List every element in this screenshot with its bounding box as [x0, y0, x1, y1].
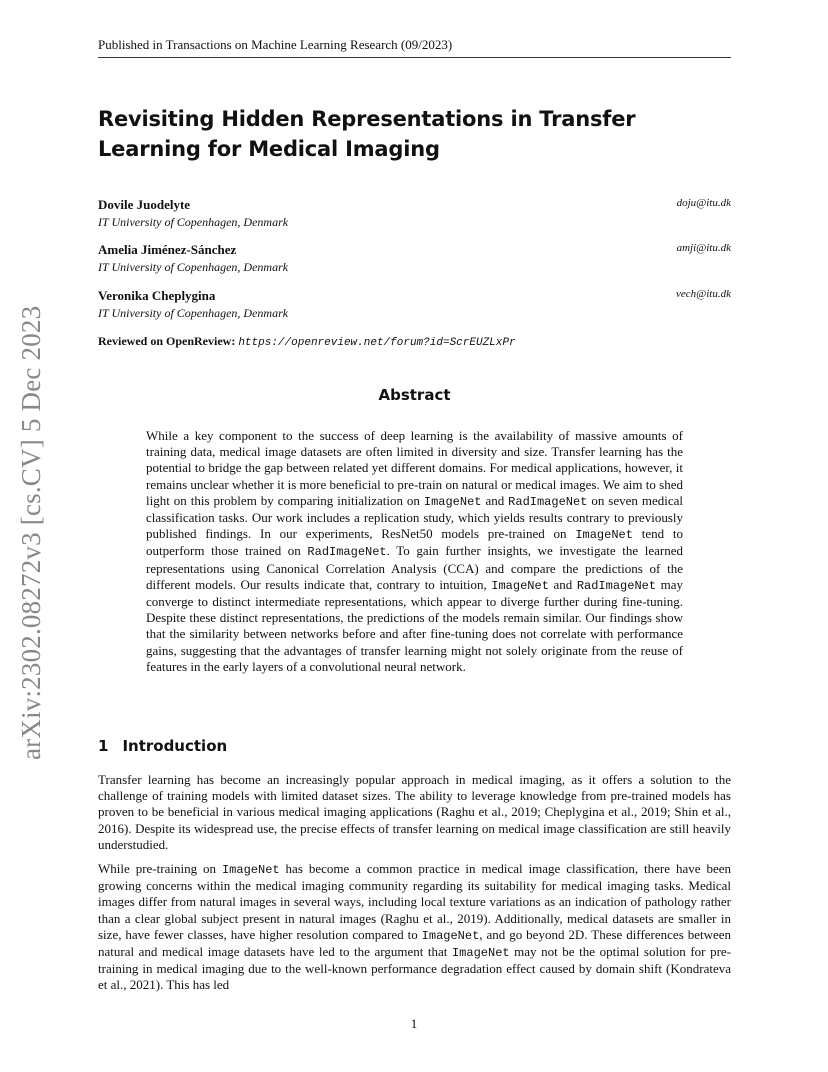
author-email[interactable]: vech@itu.dk	[675, 288, 731, 300]
running-header: Published in Transactions on Machine Learning Research (09/2023)	[98, 37, 731, 58]
dataset-name: ImageNet	[451, 946, 510, 961]
abstract-text-run: may converge to distinct intermediate representations, which appear to diverge further during fine-tuning. Despite these distinct representations, the predictions of the models remain similar. Our findings show that the similarity between networks before and after fine-tuning does not correlate with performance gains, suggesting that the advantages of transfer learning might not solely originate from the reuse of features in the early layers of a convolutional neural network.	[146, 576, 684, 674]
dataset-name: RadImageNet	[576, 578, 657, 593]
abstract-heading: Abstract	[378, 386, 451, 404]
dataset-name: ImageNet	[421, 928, 480, 943]
author-affiliation: IT University of Copenhagen, Denmark	[98, 215, 289, 229]
body-text-run: , and go beyond 2D. These differences between natural and medical image datasets have led to the argument that	[98, 926, 732, 960]
author-email[interactable]: doju@itu.dk	[676, 197, 731, 209]
author-name: Dovile Juodelyte	[98, 197, 191, 212]
section-heading	[98, 737, 227, 755]
body-text-run: may not be the optimal solution for pre-training in medical imaging due to the well-known performance degradation effect caused by domain shift (Kondrateva et al., 2021). This has led	[98, 944, 732, 993]
section-number: 1	[98, 737, 109, 755]
dataset-name: ImageNet	[575, 528, 633, 543]
abstract-text-run: While a key component to the success of deep learning is the availability of massive amounts of training data, medical image datasets are often limited in diversity and size. Transfer learning has the potential to bridge the gap between related yet different domains. For medical applications, however, it remains unclear whether it is more beneficial to pre-train on natural or medical images. We aim to shed light on this problem by comparing initialization on	[146, 428, 683, 508]
author-block	[98, 197, 731, 230]
section-title: Introduction	[122, 737, 228, 755]
dataset-name: ImageNet	[491, 578, 549, 593]
author-block	[98, 288, 731, 321]
dataset-name: RadImageNet	[508, 494, 588, 509]
dataset-name: ImageNet	[221, 863, 280, 877]
body-text-run: has become a common practice in medical image classification, there have been growing concerns within the medical imaging community regarding its suitability for medical imaging tasks. Medical images differ from natural images in several ways, including local texture variations as an indication of pathology rather than a clear global subject present in natural images (Raghu et al., 2019). Additionally, medical datasets are smaller in size, have fewer classes, have higher resolution compared to	[98, 861, 732, 942]
abstract-text-run: and	[553, 576, 573, 592]
abstract-text-run: tend to outperform those trained on	[146, 526, 684, 559]
dataset-name: ImageNet	[423, 494, 482, 509]
author-email[interactable]: amji@itu.dk	[676, 242, 731, 254]
review-label: Reviewed on OpenReview:	[98, 334, 236, 348]
author-affiliation: IT University of Copenhagen, Denmark	[98, 260, 289, 274]
abstract-text-run: and	[485, 492, 505, 508]
author-affiliation: IT University of Copenhagen, Denmark	[98, 306, 289, 320]
body-paragraph: Transfer learning has become an increasingly popular approach in medical imaging, as it offers a solution to the challenge of training models with limited dataset sizes. The ability to leverage knowledge from pre-trained models has proven to be beneficial in various medical imaging applications (Raghu et al., 2019; Cheplygina et al., 2019; Shin et al., 2016). Despite its widespread use, the precise effects of transfer learning on medical image classification are still heavily understudied.	[98, 772, 731, 852]
body-paragraph	[98, 861, 731, 994]
dataset-name: RadImageNet	[307, 545, 387, 560]
arxiv-stamp: arXiv:2302.08272v3 [cs.CV] 5 Dec 2023	[16, 305, 46, 760]
abstract-text	[146, 428, 683, 675]
author-name: Veronika Cheplygina	[98, 288, 216, 303]
abstract-text-run: on seven medical classification tasks. Our work includes a replication study, which yields results contrary to previously published findings. In our experiments, ResNet50 models pre-trained on	[146, 492, 683, 542]
page-number: 1	[410, 1016, 418, 1031]
review-line	[98, 334, 731, 349]
author-block	[98, 242, 731, 275]
author-name: Amelia Jiménez-Sánchez	[98, 242, 237, 257]
review-url-link[interactable]: https://openreview.net/forum?id=ScrEUZLxPr	[238, 337, 516, 349]
paper-title: Revisiting Hidden Representations in Transfer Learning for Medical Imaging	[98, 107, 636, 161]
abstract-text-run: . To gain further insights, we investigate the learned representations using Canonical Correlation Analysis (CCA) and compare the predictions of the different models. Our results indicate that, contrary to intuition,	[146, 543, 684, 592]
body-text-run: While pre-training on	[98, 861, 217, 876]
